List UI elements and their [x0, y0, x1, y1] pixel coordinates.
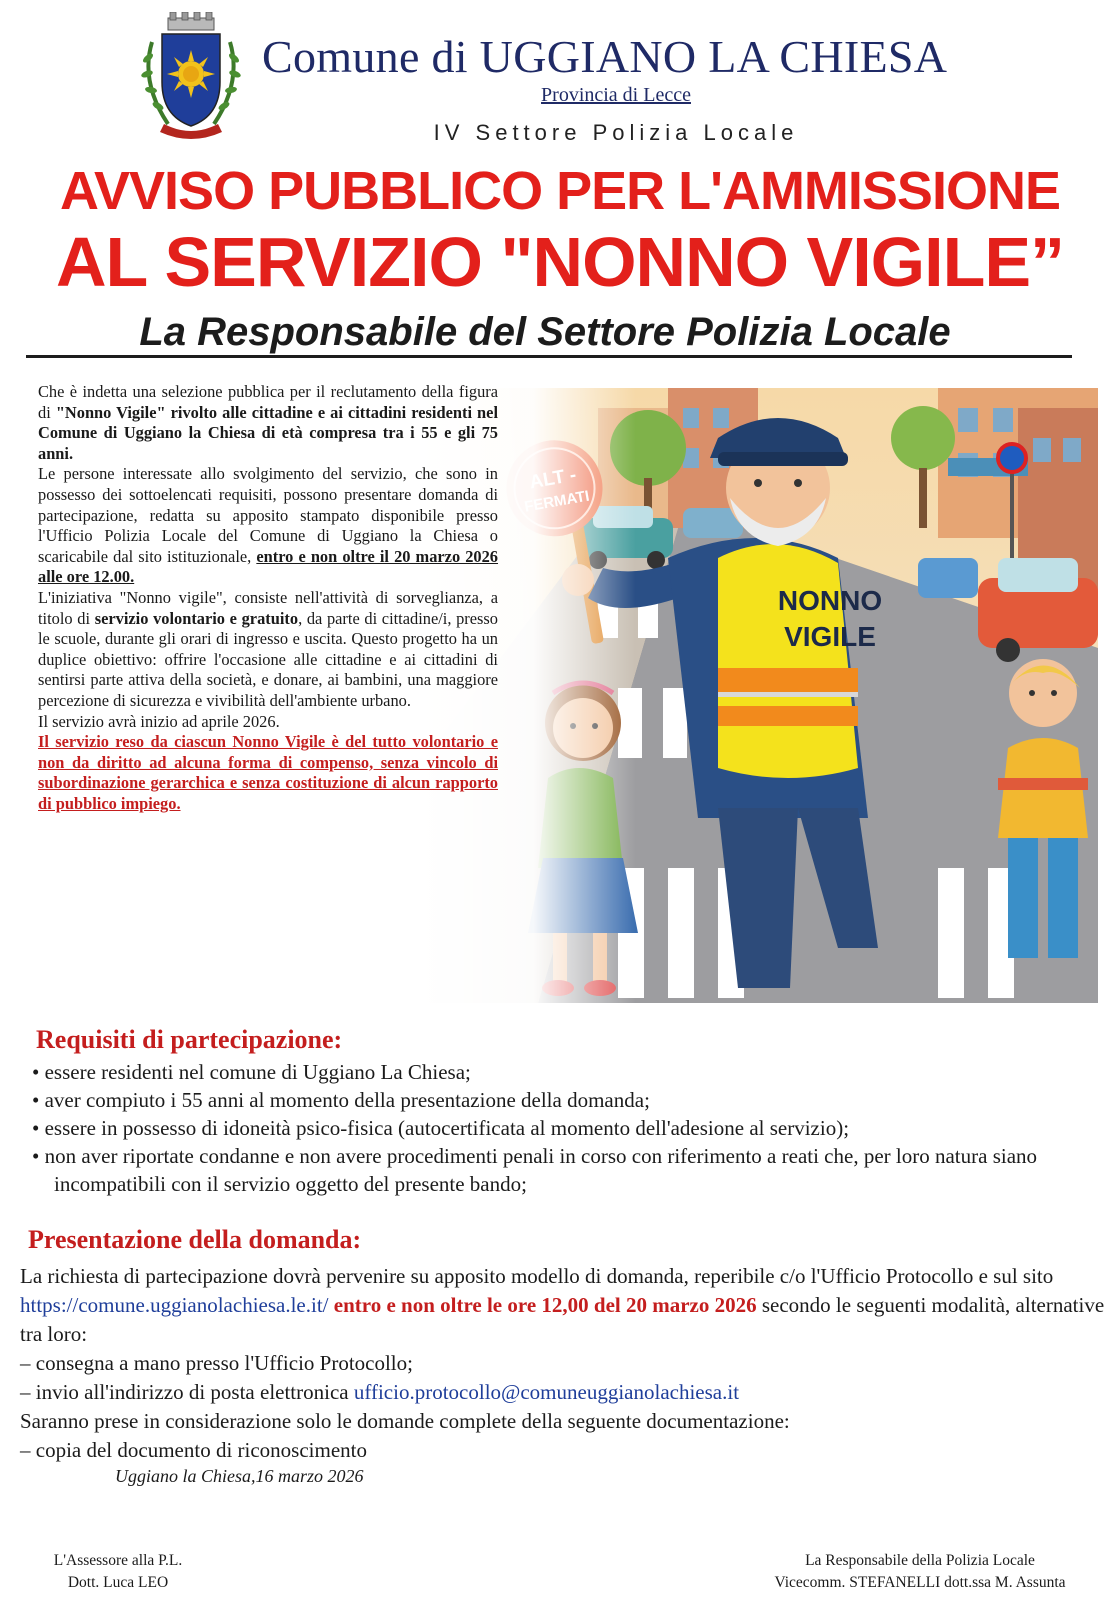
intro-description-a: L'iniziativa "Nonno vigile", consiste nell'attività di sorveglianza, a titolo di [38, 587, 498, 628]
intro-deadline: entro e non oltre il 20 marzo 2026 alle ore 12.00. [38, 546, 499, 587]
signature-assessore [28, 1550, 208, 1594]
email-link[interactable]: ufficio.protocollo@comuneuggianolachiesa.it [353, 1380, 740, 1404]
municipality-prefix: Comune di [262, 31, 480, 82]
intro-application: Le persone interessate allo svolgimento del servizio, che sono in possesso dei sottoelencati requisiti, possono presentare domanda di partecipazione, redatta su apposito stampato disponibile presso l'Ufficio Polizia Locale del Comune di Uggiano la Chiesa o scaricabile dal sito istituzionale, [38, 464, 498, 566]
intro-paragraph-3 [38, 588, 498, 712]
requirements-list [32, 1058, 1092, 1198]
issuer-heading: La Responsabile del Settore Polizia Locale [139, 310, 951, 354]
signature-responsabile [730, 1550, 1110, 1594]
place-and-date: Uggiano la Chiesa,16 marzo 2026 [115, 1466, 364, 1486]
intro-disclaimer: Il servizio reso da ciascun Nonno Vigile è del tutto volontario e non da diritto ad alcuna forma di compenso, senza vincolo di subordinazione gerarchica e senza costituzione di alcun rapporto di pubblico impiego. [38, 732, 498, 813]
intro-volunteer-service: servizio volontario e gratuito [94, 608, 299, 628]
application-title: Presentazione della domanda: [28, 1225, 362, 1254]
intro-eligibility: "Nonno Vigile" rivolto alle cittadine e ai cittadini residenti nel Comune di Uggiano la Chiesa di età compresa tra i 55 e gli 75 anni. [38, 402, 498, 463]
documentation-item: – copia del documento di riconoscimento [20, 1438, 367, 1462]
signature-left-role: L'Assessore alla P.L. [53, 1552, 183, 1569]
method-hand-delivery: – consegna a mano presso l'Ufficio Protocollo; [20, 1351, 413, 1375]
intro-paragraph-2 [38, 464, 498, 588]
heading-underline [26, 355, 1072, 358]
signature-right-role: La Responsabile della Polizia Locale [805, 1552, 1035, 1569]
notice-body [38, 382, 498, 814]
signature-left-name: Dott. Luca LEO [67, 1574, 169, 1591]
application-instructions [20, 1262, 1105, 1349]
province-label: Provincia di Lecce [541, 84, 691, 106]
requirement-item: • essere in possesso di idoneità psico-fisica (autocertificata al momento dell'adesione al servizio); [32, 1116, 850, 1140]
application-methods-intro: secondo le seguenti modalità, alternative tra loro: [20, 1293, 1105, 1346]
application-deadline: entro e non oltre le ore 12,00 del 20 marzo 2026 [328, 1293, 757, 1317]
municipality-name [262, 30, 947, 83]
method-email-text: – invio all'indirizzo di posta elettronica [20, 1380, 354, 1404]
crossing-guard-illustration [418, 388, 1098, 1003]
documentation-note: Saranno prese in considerazione solo le domande complete della seguente documentazione: [20, 1409, 790, 1433]
municipality-title: UGGIANO LA CHIESA [479, 31, 948, 82]
intro-start-date: Il servizio avrà inizio ad aprile 2026. [38, 711, 280, 731]
notice-title-line2: AL SERVIZIO "NONNO VIGILE” [55, 223, 1065, 301]
intro-description-b: , da parte di cittadine/i, presso le scuole, durante gli orari di ingresso e uscita. Questo progetto ha un duplice obiettivo: offrire l'occasione alle cittadine e ai cittadini di sentirsi parte attiva della società, e donare, ai bambini, una maggiore percezione di sicurezza e vivibilità dell'ambiente urbano. [38, 608, 498, 710]
website-link[interactable]: https://comune.uggianolachiesa.le.it/ [20, 1293, 329, 1317]
department-label: IV Settore Polizia Locale [433, 120, 799, 145]
application-text: La richiesta di partecipazione dovrà pervenire su apposito modello di domanda, reperibile c/o l'Ufficio Protocollo e sul sito [20, 1264, 1054, 1288]
intro-text: Che è indetta una selezione pubblica per il reclutamento della figura di [38, 382, 498, 422]
requirement-item: • non aver riportate condanne e non avere procedimenti penali in corso con riferimento a reati che, per loro natura siano incompatibili con il servizio oggetto del presente bando; [32, 1144, 1038, 1196]
requirement-item: • aver compiuto i 55 anni al momento della presentazione della domanda; [32, 1088, 650, 1112]
signature-right-name: Vicecomm. STEFANELLI dott.ssa M. Assunta [774, 1574, 1066, 1591]
method-email [20, 1378, 1105, 1407]
requirement-item: • essere residenti nel comune di Uggiano La Chiesa; [32, 1060, 471, 1084]
notice-title-line1: AVVISO PUBBLICO PER L'AMMISSIONE [60, 161, 1060, 221]
intro-paragraph-1 [38, 382, 498, 464]
requirements-title: Requisiti di partecipazione: [36, 1025, 343, 1054]
application-section [20, 1262, 1105, 1465]
